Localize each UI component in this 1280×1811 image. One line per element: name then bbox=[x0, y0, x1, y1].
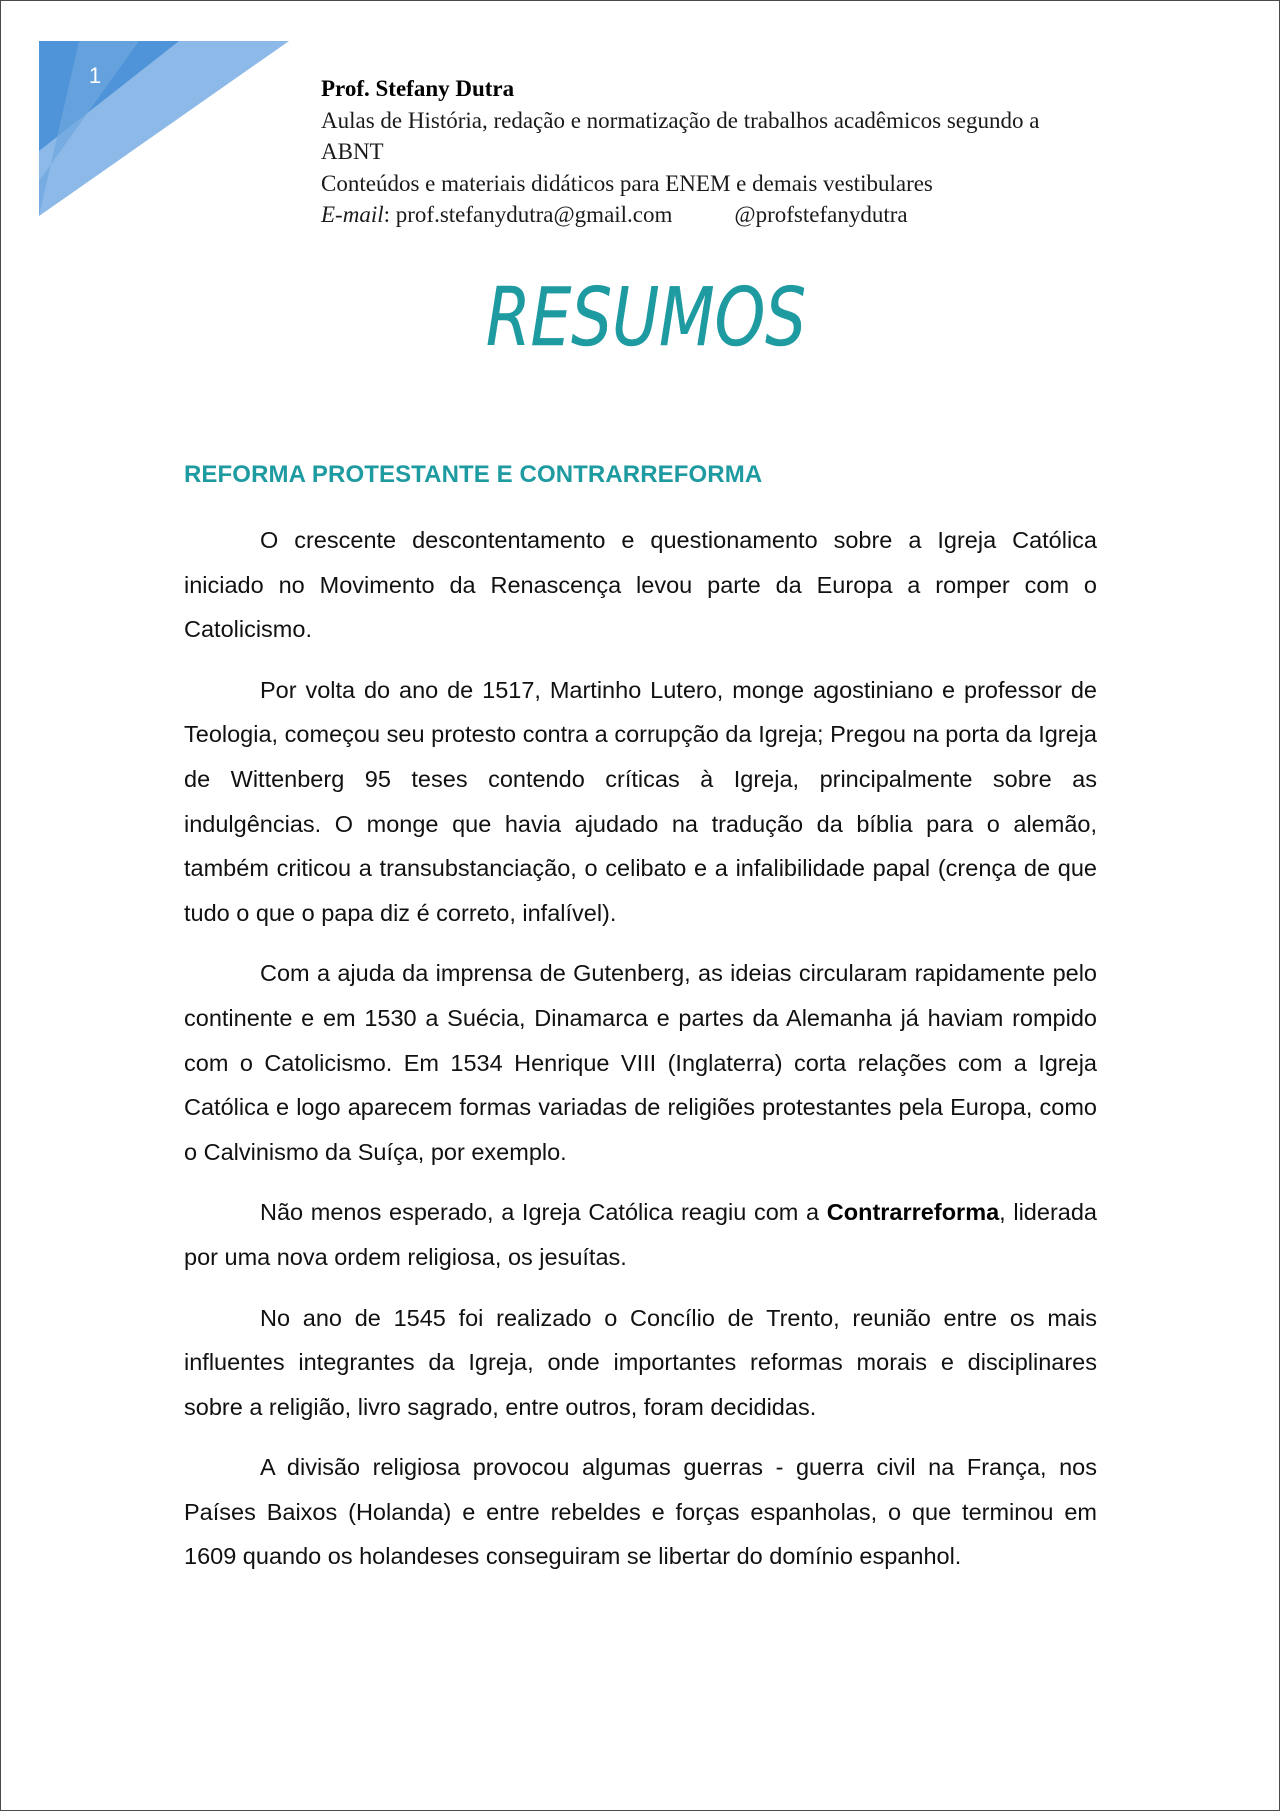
paragraph: Por volta do ano de 1517, Martinho Lutero, monge agostiniano e professor de Teologia, começou seu protesto contra a corrupção da Igreja; Pregou na porta da Igreja de Wittenberg 95 teses contendo críticas à Igreja, principalmente sobre as indulgências. O monge que havia ajudado na tradução da bíblia para o alemão, também criticou a transubstanciação, o celibato e a infalibilidade papal (crença de que tudo o que o papa diz é correto, infalível). bbox=[184, 676, 1097, 926]
email-label: E-mail bbox=[321, 202, 384, 227]
author-name: Prof. Stefany Dutra bbox=[321, 76, 515, 101]
social-handle[interactable]: @profstefanydutra bbox=[734, 202, 908, 227]
email-address[interactable]: prof.stefanydutra@gmail.com bbox=[395, 202, 673, 227]
paragraph: A divisão religiosa provocou algumas guerras - guerra civil na França, nos Países Baixos (Holanda) e entre rebeldes e forças espanholas, o que terminou em 1609 quando os holandeses conseguiram se libertar do domínio espanhol. bbox=[184, 1454, 1097, 1570]
paragraph bbox=[184, 1190, 1097, 1279]
paragraph: No ano de 1545 foi realizado o Concílio de Trento, reunião entre os mais influentes integrantes da Igreja, onde importantes reformas morais e disciplinares sobre a religião, livro sagrado, entre outros, foram decididas. bbox=[184, 1304, 1097, 1420]
paragraph: O crescente descontentamento e questionamento sobre a Igreja Católica iniciado no Movimento da Renascença levou parte da Europa a romper com o Catolicismo. bbox=[184, 527, 1097, 643]
paragraph: Com a ajuda da imprensa de Gutenberg, as ideias circularam rapidamente pelo continente e em 1530 a Suécia, Dinamarca e partes da Alemanha já haviam rompido com o Catolicismo. Em 1534 Henrique VIII (Inglaterra) corta relações com a Igreja Católica e logo aparecem formas variadas de religiões protestantes pela Europa, como o Calvinismo da Suíça, por exemplo. bbox=[184, 960, 1097, 1165]
page-number: 1 bbox=[88, 63, 102, 88]
resumos-title bbox=[471, 259, 821, 369]
resumos-title-text: RESUMOS bbox=[486, 271, 806, 364]
author-header bbox=[321, 73, 1101, 231]
paragraph-text: , liderada por uma nova ordem religiosa, os jesuítas. bbox=[184, 1199, 1097, 1270]
author-materials-line: Conteúdos e materiais didáticos para ENEM e demais vestibulares bbox=[321, 170, 933, 196]
contrarreforma-term: Contrarreforma bbox=[826, 1199, 1000, 1226]
paragraph-text: Não menos esperado, a Igreja Católica reagiu com a bbox=[260, 1199, 827, 1226]
email-separator: : bbox=[383, 202, 396, 227]
section-heading: REFORMA PROTESTANTE E CONTRARREFORMA bbox=[184, 461, 763, 488]
author-description-line: Aulas de História, redação e normatização de trabalhos acadêmicos segundo a ABNT bbox=[321, 107, 1040, 164]
author-contact-line bbox=[321, 199, 1101, 231]
section-body bbox=[184, 518, 1097, 1595]
